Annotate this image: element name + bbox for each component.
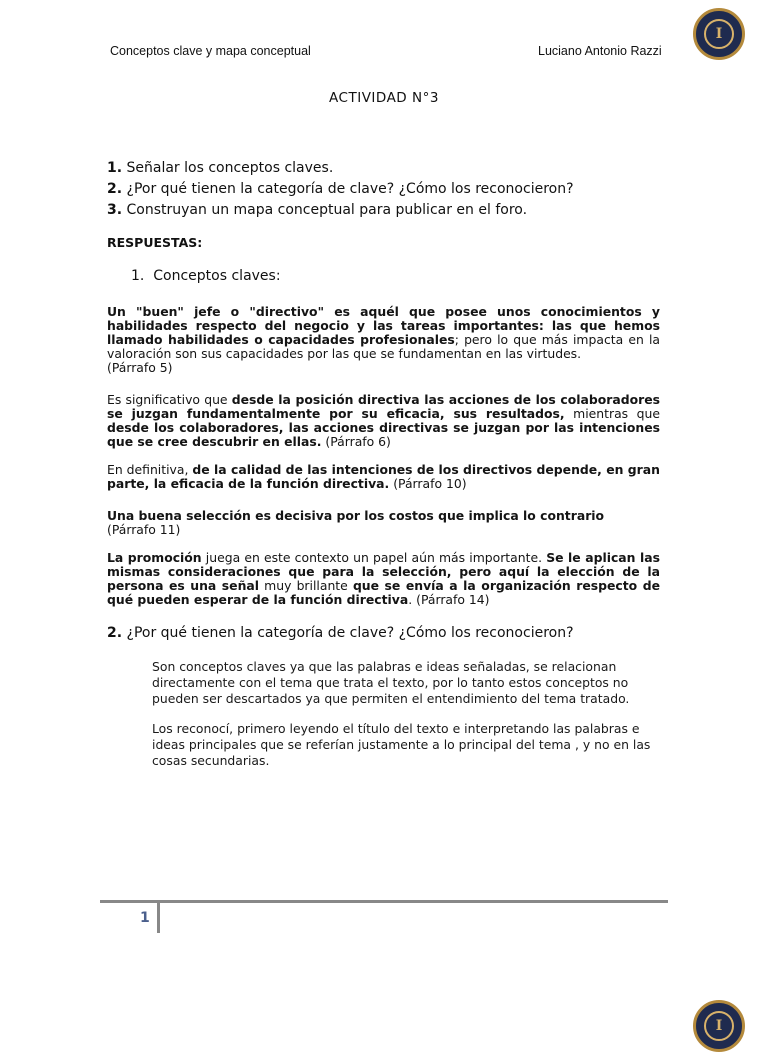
key-concept-paragraph-11: Una buena selección es decisiva por los costos que implica lo contrario (Párrafo 11) [107, 508, 605, 537]
answer-2-paragraph-1: Son conceptos claves ya que las palabras e ideas señaladas, se relacionan directamente con el tema que trata el texto, por lo tanto estos conceptos no pueden ser descartados ya que permiten el entendimiento del tema tratado. [152, 659, 630, 706]
key-concept-paragraph-14: La promoción juega en este contexto un papel aún más importante. Se le aplican las mismas consideraciones que para la selección, pero aquí la elección de la persona es una señal muy brillante que se envía a la organización respecto de qué pueden esperar de la función directiva. (Párrafo 14) [107, 550, 660, 607]
section-1-heading: 1. Conceptos claves: [131, 268, 281, 284]
answers-heading: RESPUESTAS: [107, 235, 203, 250]
question-1: 1. Señalar los conceptos claves. [107, 160, 334, 176]
footer-vertical-divider [157, 903, 160, 933]
university-seal-icon: I [693, 8, 745, 60]
header-author: Luciano Antonio Razzi [538, 44, 662, 58]
page-title: ACTIVIDAD N°3 [329, 90, 439, 106]
key-concept-paragraph-5: Un "buen" jefe o "directivo" es aquél que posee unos conocimientos y habilidades respecto del negocio y las tareas importantes: las que hemos llamado habilidades o capacidades profesionales; pero lo que más impacta en la valoración son sus capacidades por las que se fundamentan en las virtudes. (Párrafo 5) [107, 304, 660, 375]
footer-divider [100, 900, 668, 903]
header-left-title: Conceptos clave y mapa conceptual [110, 44, 311, 58]
key-concept-paragraph-10: En definitiva, de la calidad de las intenciones de los directivos depende, en gran parte, la eficacia de la función directiva. (Párrafo 10) [107, 462, 660, 491]
question-2: 2. ¿Por qué tienen la categoría de clave? ¿Cómo los reconocieron? [107, 181, 574, 197]
next-page-seal-icon: I [693, 1000, 745, 1052]
question-3: 3. Construyan un mapa conceptual para publicar en el foro. [107, 202, 528, 218]
section-2-heading: 2. ¿Por qué tienen la categoría de clave? ¿Cómo los reconocieron? [107, 625, 574, 641]
page-number: 1 [140, 910, 150, 926]
answer-2-paragraph-2: Los reconocí, primero leyendo el título del texto e interpretando las palabras e ideas principales que se referían justamente a lo principal del tema , y no en las cosas secundarias. [152, 721, 651, 768]
key-concept-paragraph-6: Es significativo que desde la posición directiva las acciones de los colaboradores se juzgan fundamentalmente por su eficacia, sus resultados, mientras que desde los colaboradores, las acciones directivas se juzgan por las intenciones que se cree descubrir en ellas. (Párrafo 6) [107, 392, 660, 449]
